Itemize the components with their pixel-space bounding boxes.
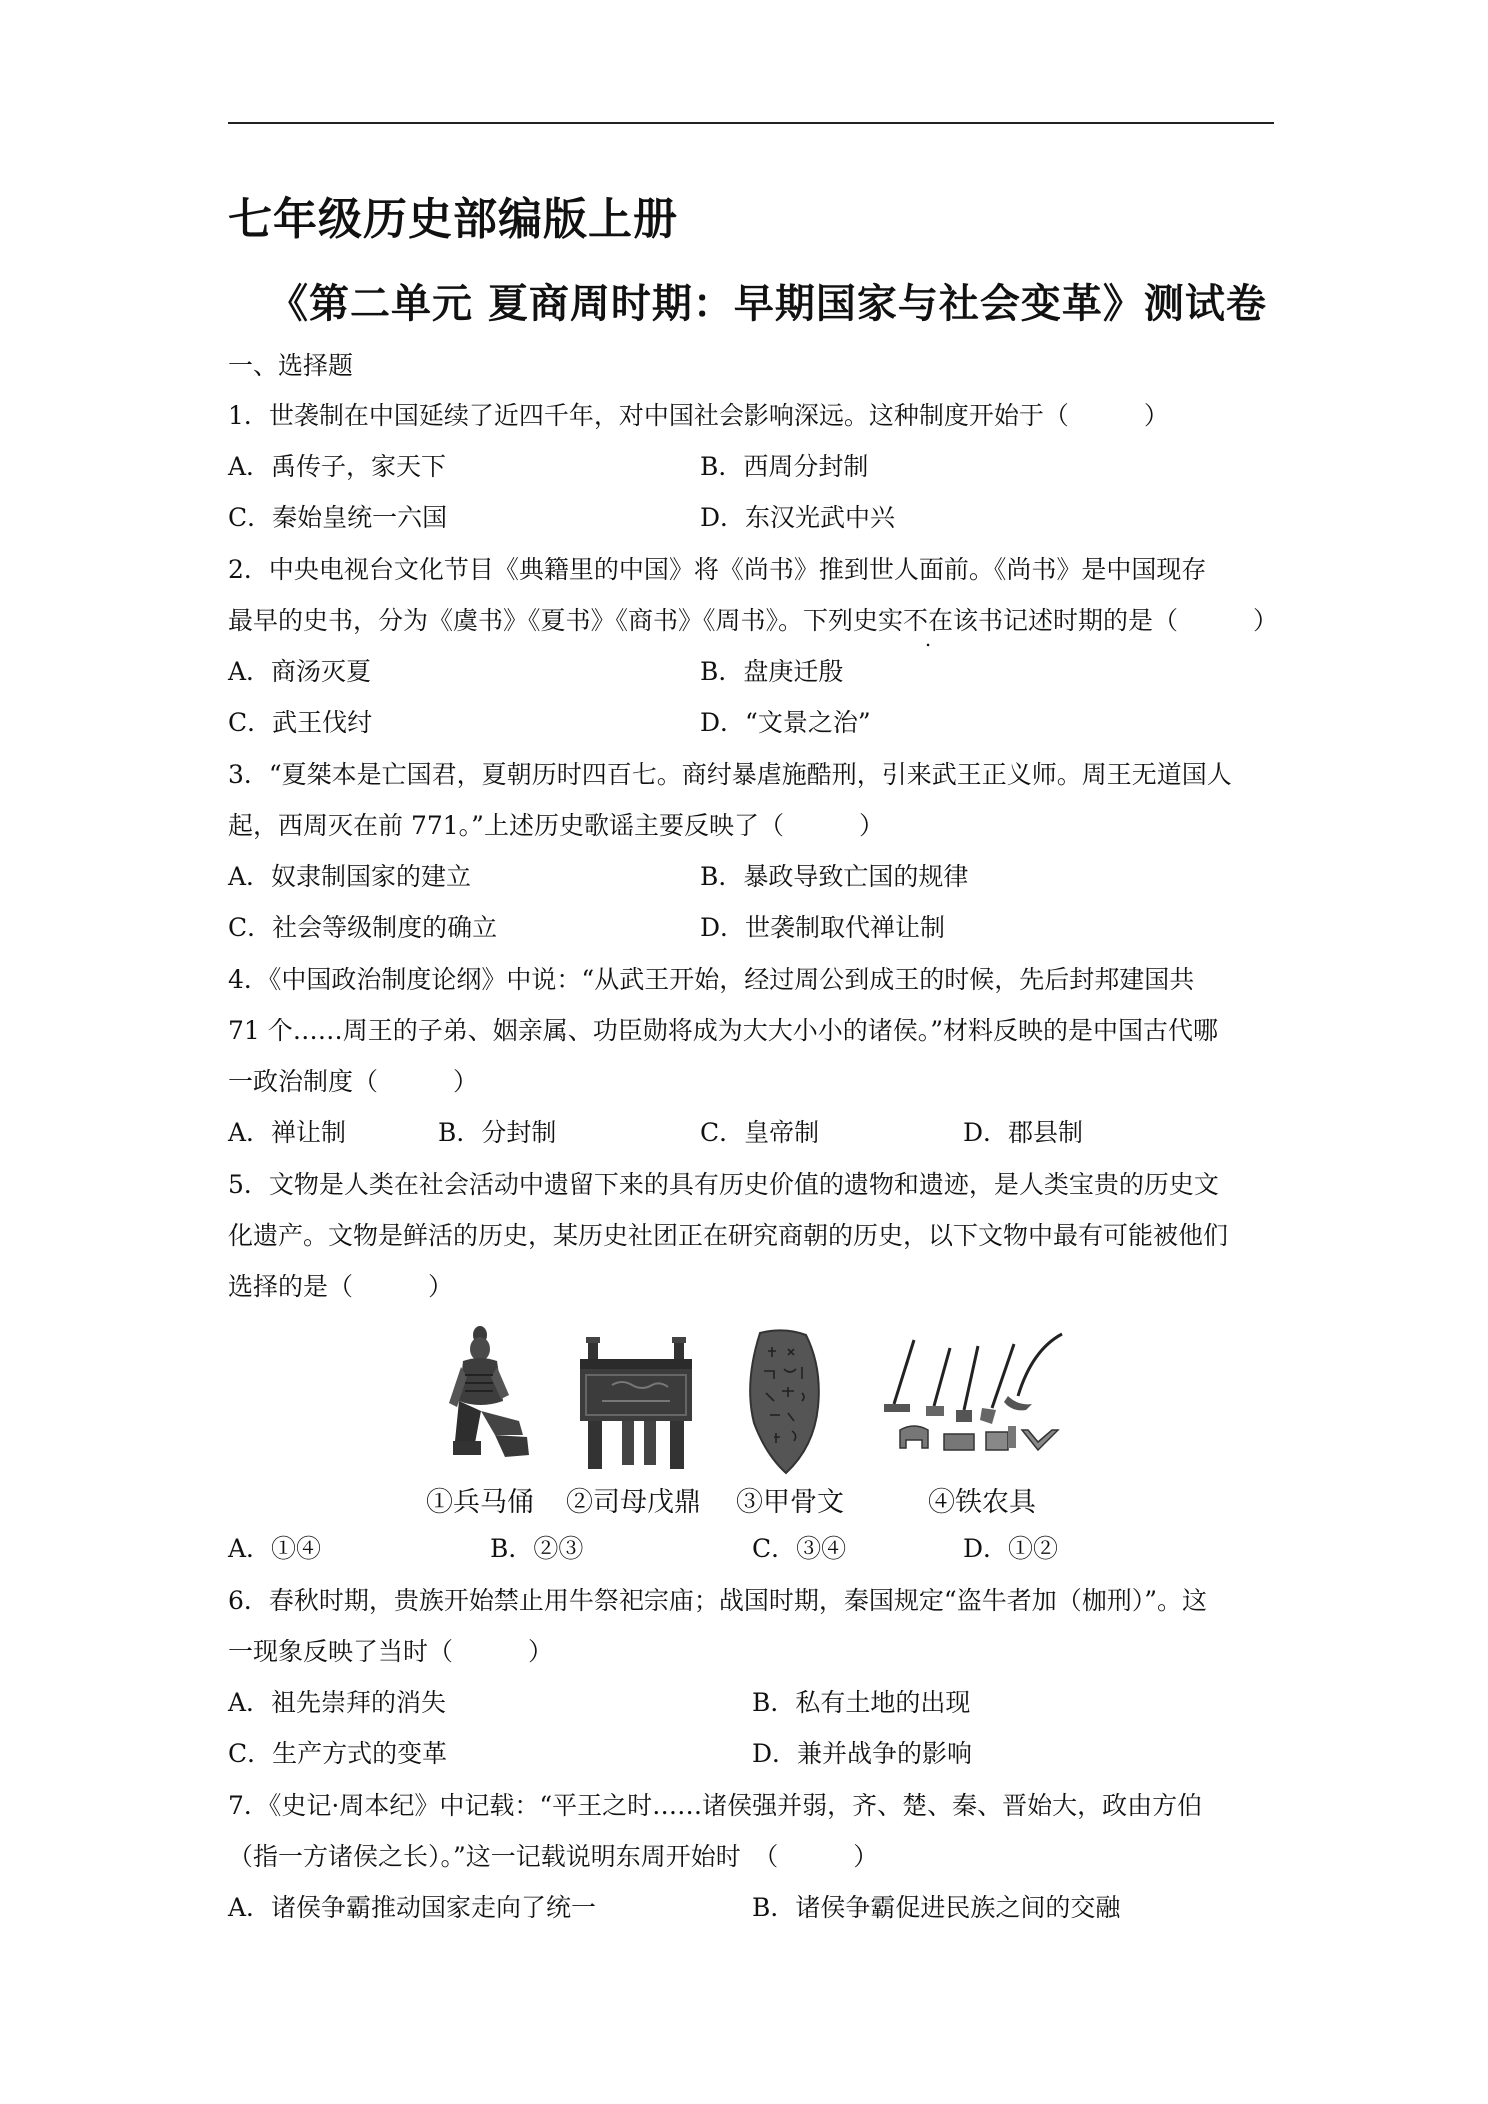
question-6-text-line2: 一现象反映了当时（ ） (228, 1637, 554, 1666)
question-7-text-line2: （指一方诸侯之长）。”这一记载说明东周开始时 （ ） (228, 1842, 879, 1871)
q4-option-d: D．郡县制 (963, 1118, 1084, 1147)
question-4-text: 4．《中国政治制度论纲》中说：“从武王开始，经过周公到成王的时候，先后封邦建国共 (228, 965, 1195, 994)
question-3-text: 3．“夏桀本是亡国君，夏朝历时四百七。商纣暴虐施酷刑，引来武王正义师。周王无道国人 (228, 760, 1232, 789)
q5-option-c: C．③④ (752, 1534, 847, 1563)
q2-option-d: D．“文景之治” (700, 708, 871, 737)
page-subtitle: 《第二单元 夏商周时期：早期国家与社会变革》测试卷 (268, 281, 1267, 327)
question-2-text-line2: 最早的史书，分为《虞书》《夏书》《商书》《周书》。下列史实不在该书记述时期的是（ ） (228, 606, 1279, 635)
oracle-bone-image (740, 1327, 826, 1477)
question-5-text-line2: 化遗产。文物是鲜活的历史，某历史社团正在研究商朝的历史，以下文物中最有可能被他们 (228, 1221, 1229, 1250)
question-3-text-line2: 起，西周灭在前 771。”上述历史歌谣主要反映了（ ） (228, 811, 884, 840)
question-5-text-line3: 选择的是（ ） (228, 1272, 454, 1301)
q1-option-d: D．东汉光武中兴 (700, 503, 896, 532)
question-2-text: 2．中央电视台文化节目《典籍里的中国》将《尚书》推到世人面前。《尚书》是中国现存 (228, 555, 1207, 584)
question-1-text: 1．世袭制在中国延续了近四千年，对中国社会影响深远。这种制度开始于（ ） (228, 401, 1169, 430)
q3-option-b: B．暴政导致亡国的规律 (700, 862, 969, 891)
q2-option-a: A．商汤灭夏 (228, 657, 372, 686)
question-4-text-line2: 71 个……周王的子弟、姻亲属、功臣勋将成为大大小小的诸侯。”材料反映的是中国古代哪 (228, 1016, 1219, 1045)
q5-option-a: A．①④ (228, 1534, 322, 1563)
question-5-text: 5．文物是人类在社会活动中遗留下来的具有历史价值的遗物和遗迹，是人类宝贵的历史文 (228, 1170, 1219, 1199)
q2-option-c: C．武王伐纣 (228, 708, 373, 737)
header-rule (228, 122, 1274, 124)
question-7-text: 7．《史记·周本纪》中记载：“平王之时……诸侯强并弱，齐、楚、秦、晋始大，政由方伯 (228, 1791, 1203, 1820)
q4-option-b: B．分封制 (438, 1118, 557, 1147)
page-title: 七年级历史部编版上册 (228, 194, 678, 245)
question-4-text-line3: 一政治制度（ ） (228, 1067, 479, 1096)
q6-option-a: A．祖先崇拜的消失 (228, 1688, 447, 1717)
q5-option-b: B．②③ (490, 1534, 584, 1563)
q7-option-a: A．诸侯争霸推动国家走向了统一 (228, 1893, 597, 1922)
q1-option-c: C．秦始皇统一六国 (228, 503, 448, 532)
caption-terracotta-warrior: ①兵马俑 (426, 1487, 534, 1518)
q1-option-a: A．禹传子，家天下 (228, 452, 447, 481)
caption-ding-vessel: ②司母戊鼎 (566, 1487, 701, 1518)
q4-option-a: A．禅让制 (228, 1118, 347, 1147)
caption-iron-tools: ④铁农具 (928, 1487, 1036, 1518)
terracotta-warrior-image (435, 1323, 540, 1473)
q5-option-d: D．①② (963, 1534, 1059, 1563)
q1-option-b: B．西周分封制 (700, 452, 869, 481)
question-6-text: 6．春秋时期，贵族开始禁止用牛祭祀宗庙；战国时期，秦国规定“盗牛者加（枷刑）”。这 (228, 1586, 1207, 1615)
ding-vessel-image (572, 1335, 700, 1475)
q2-option-b: B．盘庚迁殷 (700, 657, 844, 686)
q6-option-d: D．兼并战争的影响 (752, 1739, 973, 1768)
q6-option-c: C．生产方式的变革 (228, 1739, 448, 1768)
q4-option-c: C．皇帝制 (700, 1118, 820, 1147)
caption-oracle-bone: ③甲骨文 (736, 1487, 844, 1518)
iron-farm-tools-image (882, 1330, 1072, 1466)
q6-option-b: B．私有土地的出现 (752, 1688, 971, 1717)
emphasis-not: 不在 (903, 606, 954, 635)
q3-option-a: A．奴隶制国家的建立 (228, 862, 472, 891)
q3-option-c: C．社会等级制度的确立 (228, 913, 498, 942)
q7-option-b: B．诸侯争霸促进民族之间的交融 (752, 1893, 1121, 1922)
section-heading: 一、选择题 (228, 351, 354, 380)
q3-option-d: D．世袭制取代禅让制 (700, 913, 946, 942)
